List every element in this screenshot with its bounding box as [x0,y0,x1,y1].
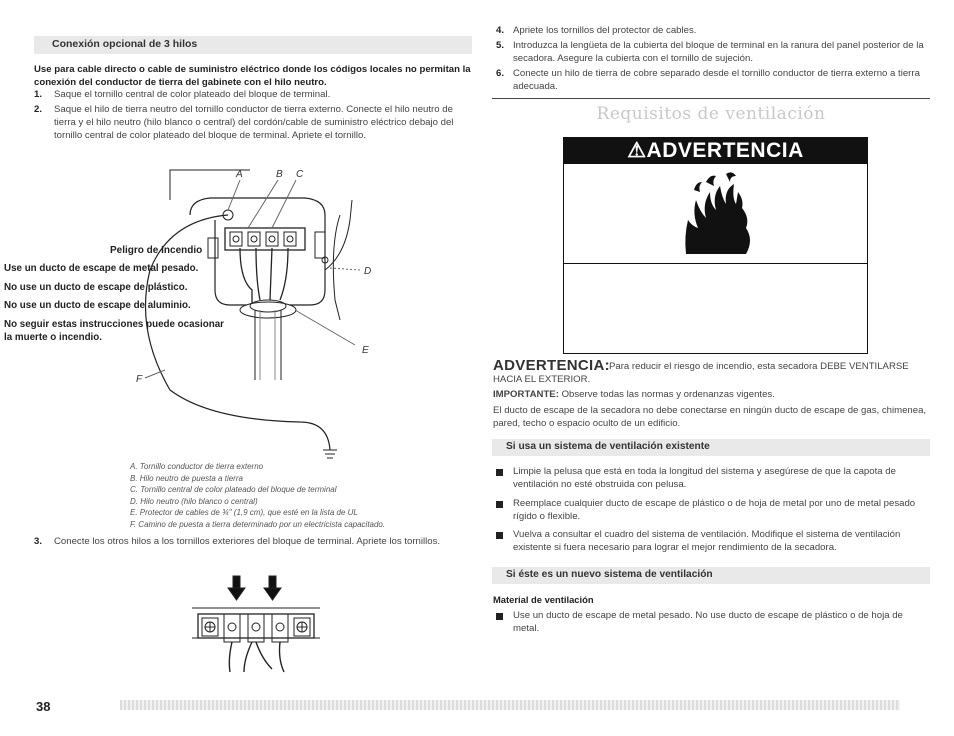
bullet-item [496,498,930,524]
step-text: Introduzca la lengüeta de la cubierta del bloque de terminal en la ranura del panel posterior de la secadora. Asegure la cubierta con el tornillo de sujeción. [513,40,924,64]
bullet-square-icon [496,532,503,539]
label-b: B [276,169,283,180]
legend-item: E. Protector de cables de ¾" (1,9 cm), que esté en la lista de UL [130,508,358,517]
step-number: 4. [496,25,505,36]
legend-item: A. Tornillo conductor de tierra externo [130,462,264,471]
vent-title: Requisitos de ventilación [596,104,826,124]
bullet-item [496,529,930,555]
label-c: C [296,169,304,180]
warning-header: ⚠ADVERTENCIA [564,138,867,164]
label-d: D [364,266,372,277]
step-number: 3. [34,536,43,547]
step-4 [496,25,932,38]
step-text: Apriete los tornillos del protector de cables. [513,25,697,36]
step-3 [34,536,474,549]
fire-icon [676,170,754,258]
warning-line: la muerte o incendio. [4,332,102,343]
bullet-square-icon [496,613,503,620]
step-text: Conecte un hilo de tierra de cobre separado desde el tornillo conductor de tierra externo a tierra adecuada. [513,68,920,92]
importante-para [493,389,930,402]
legend-item: B. Hilo neutro de puesta a tierra [130,473,243,483]
step-number: 5. [496,40,505,51]
existing-section-title: Si usa un sistema de ventilación existente [506,441,710,452]
label-e: E [362,345,369,356]
label-f: F [136,374,143,385]
importante-label: IMPORTANTE: [493,389,559,400]
bullet-square-icon [496,469,503,476]
bullet-text: Reemplace cualquier ducto de escape de plástico o de hoja de metal por uno de metal pesado rígido o flexible. [513,498,916,522]
step-5 [496,40,932,66]
bullet-text: Limpie la pelusa que está en toda la longitud del sistema y asegúrese de que la capota de ventilación no esté obstruida con pelusa. [513,466,896,490]
step-1 [34,89,474,102]
divider [492,98,930,99]
step-number: 6. [496,68,505,79]
label-a: A [236,169,243,180]
legend-item: C. Tornillo central de color plateado del bloque de terminal [130,485,337,494]
page-number: 38 [36,699,51,714]
duct-paragraph: El ducto de escape de la secadora no debe conectarse en ningún ducto de escape de gas, chimenea, pared, techo o espacio oculto de un edificio. [493,405,927,429]
terminal-block-diagram [192,574,322,674]
step-text: Saque el tornillo central de color plateado del bloque de terminal. [54,89,331,100]
fire-icon-area [564,164,867,264]
warning-line: Use un ducto de escape de metal pesado. [4,263,199,274]
warning-line: Peligro de Incendio [110,245,203,256]
legend-item: F. Camino de puesta a tierra determinado por un electricista capacitado. [130,519,386,529]
bullet-item [496,610,930,636]
section-title: Conexión opcional de 3 hilos [52,38,198,50]
step-text: Conecte los otros hilos a los tornillos exteriores del bloque de terminal. Apriete los tornillos. [54,536,441,547]
step-text: Saque el hilo de tierra neutro del tornillo conductor de tierra externo. Conecte el hilo neutro de tierra y el hilo neutro (hilo blanco o central) del cordón/cable de suministro eléctrico debajo del tornillo central de color plateado del bloque de terminal. Apriete el tornillo. [54,104,454,141]
step-number: 1. [34,89,43,100]
step-2 [34,104,474,142]
warning-line: No seguir estas instrucciones puede ocasionar [4,319,224,330]
legend-item: D. Hilo neutro (hilo blanco o central) [130,496,258,506]
warning-box [563,137,868,354]
new-section-title: Si éste es un nuevo sistema de ventilación [506,569,713,580]
step-number: 2. [34,104,43,115]
bullet-text: Use un ducto de escape de metal pesado. No use ducto de escape de plástico o de hoja de metal. [513,610,903,634]
advertencia-label: ADVERTENCIA: [493,357,610,374]
step-6 [496,68,932,94]
warning-line: No use un ducto de escape de plástico. [4,282,188,293]
advertencia-text: Para reducir el riesgo de incendio, esta secadora DEBE VENTILARSE HACIA EL EXTERIOR. [493,361,909,385]
warning-line: No use un ducto de escape de aluminio. [4,300,191,311]
bullet-item [496,466,930,492]
material-label: Material de ventilación [493,594,594,605]
bullet-text: Vuelva a consultar el cuadro del sistema de ventilación. Modifique el sistema de ventilación existente si fuera necesario para lograr el mejor rendimiento de la secadora. [513,529,901,553]
importante-text: Observe todas las normas y ordenanzas vigentes. [561,389,775,400]
diagram-legend [130,461,460,530]
bullet-square-icon [496,501,503,508]
footer-bar [120,700,900,710]
bold-note: Use para cable directo o cable de suministro eléctrico donde los códigos locales no permitan la conexión del conductor de tierra del gabinete con el hilo neutro. [34,64,471,88]
